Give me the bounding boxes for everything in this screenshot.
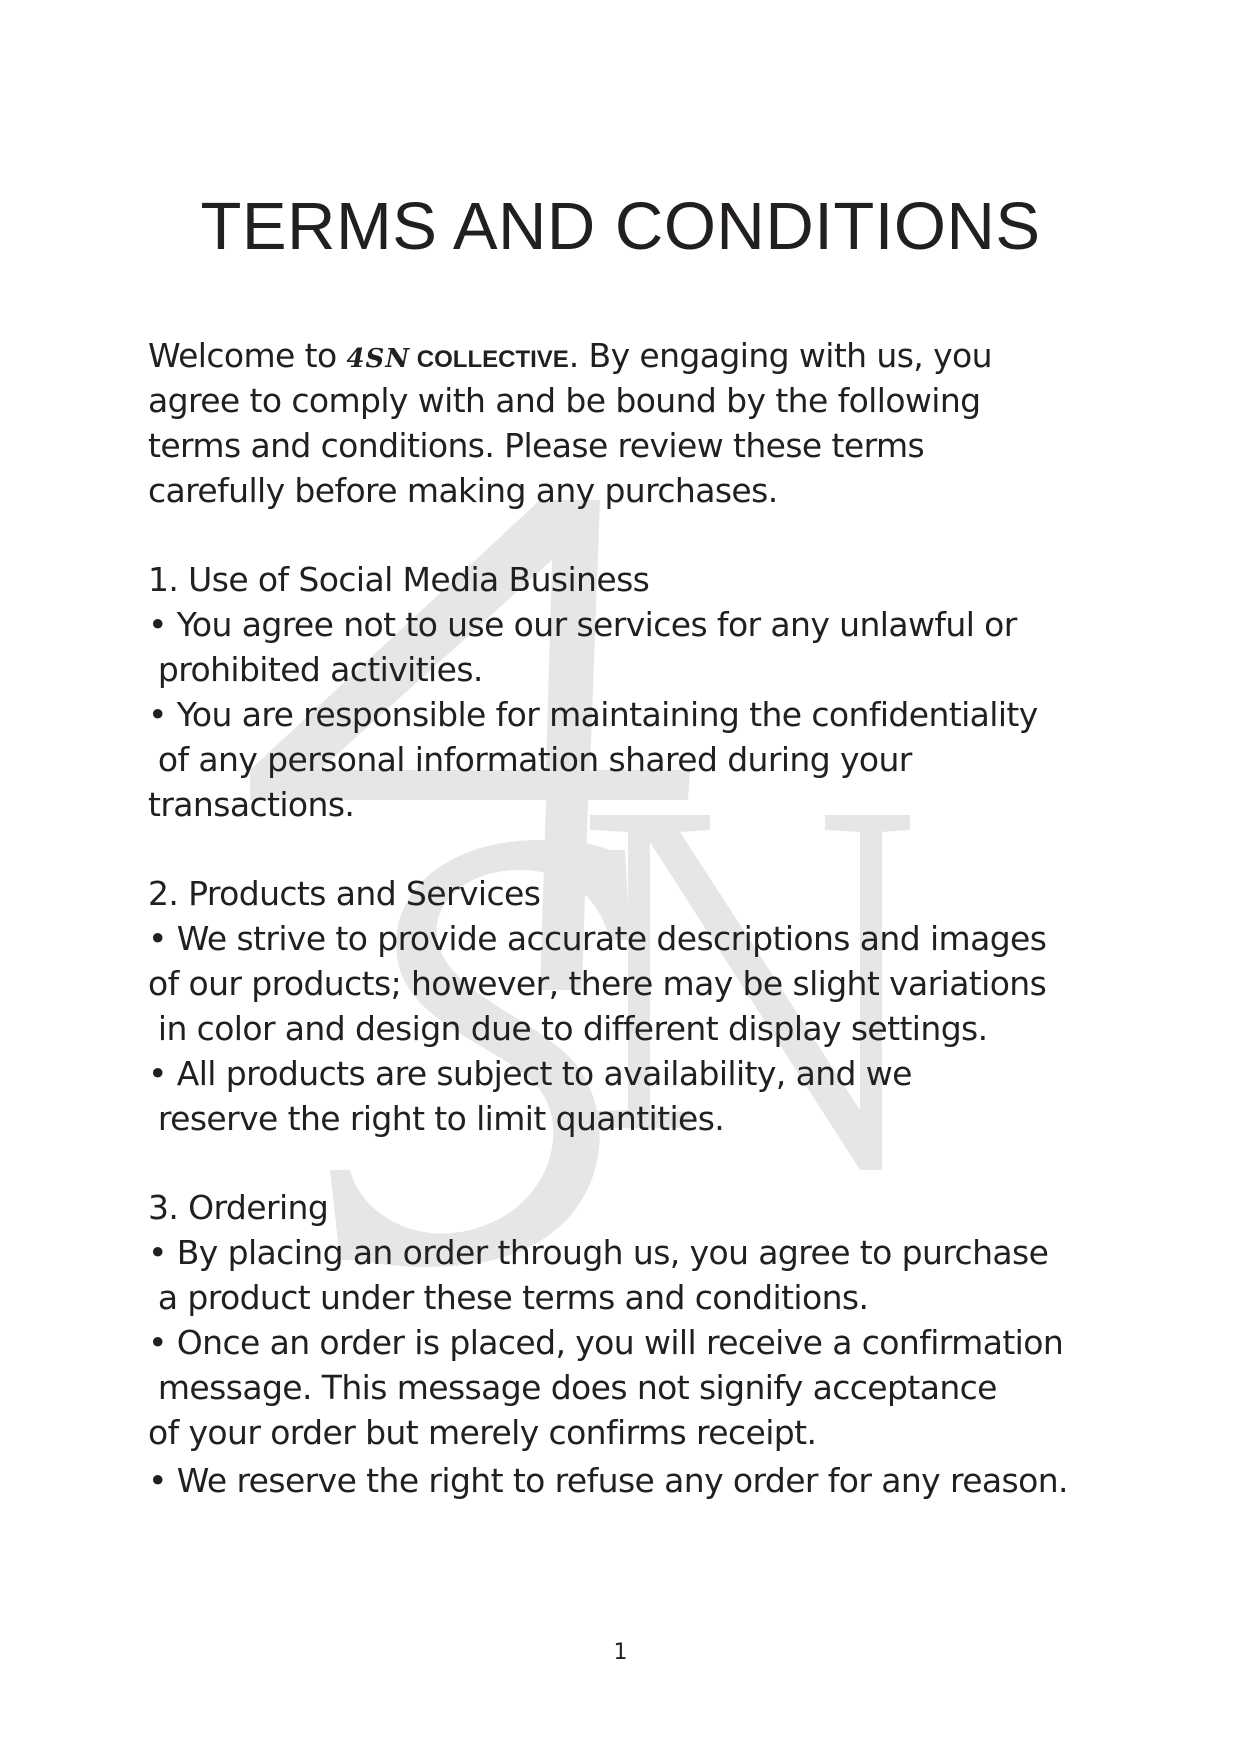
intro-suffix: . By engaging with us, you xyxy=(568,336,992,375)
section-heading-use-of-social-media: 1. Use of Social Media Business xyxy=(148,560,650,599)
section-line: of our products; however, there may be slight variations xyxy=(148,964,1047,1003)
page-title: TERMS AND CONDITIONS xyxy=(200,189,1041,264)
section-line: transactions. xyxy=(148,785,355,824)
section-line: • You agree not to use our services for any unlawful or xyxy=(148,605,1017,644)
brand-mark: 4SN xyxy=(346,344,411,374)
brand-name: COLLECTIVE xyxy=(410,346,569,373)
intro-line: terms and conditions. Please review these terms xyxy=(148,426,925,465)
section-line: • All products are subject to availability, and we xyxy=(148,1054,912,1093)
section-line: of your order but merely confirms receipt. xyxy=(148,1413,817,1452)
section-line: • We reserve the right to refuse any order for any reason. xyxy=(148,1461,1068,1500)
section-heading-ordering: 3. Ordering xyxy=(148,1188,329,1227)
section-line: prohibited activities. xyxy=(148,650,483,689)
intro-line: carefully before making any purchases. xyxy=(148,471,778,510)
intro-first-line xyxy=(148,333,992,382)
section-line: reserve the right to limit quantities. xyxy=(148,1099,725,1138)
intro-line: agree to comply with and be bound by the following xyxy=(148,381,981,420)
section-heading-products-and-services: 2. Products and Services xyxy=(148,874,541,913)
section-line: • By placing an order through us, you agree to purchase xyxy=(148,1233,1049,1272)
section-line: • Once an order is placed, you will receive a confirmation xyxy=(148,1323,1064,1362)
section-line: message. This message does not signify acceptance xyxy=(148,1368,997,1407)
section-line: of any personal information shared during your xyxy=(148,740,912,779)
intro-prefix: Welcome to xyxy=(148,336,347,375)
section-line: a product under these terms and conditions. xyxy=(148,1278,869,1317)
section-line: • We strive to provide accurate descriptions and images xyxy=(148,919,1047,958)
section-line: • You are responsible for maintaining the confidentiality xyxy=(148,695,1038,734)
section-line: in color and design due to different display settings. xyxy=(148,1009,988,1048)
page-number: 1 xyxy=(613,1640,628,1665)
